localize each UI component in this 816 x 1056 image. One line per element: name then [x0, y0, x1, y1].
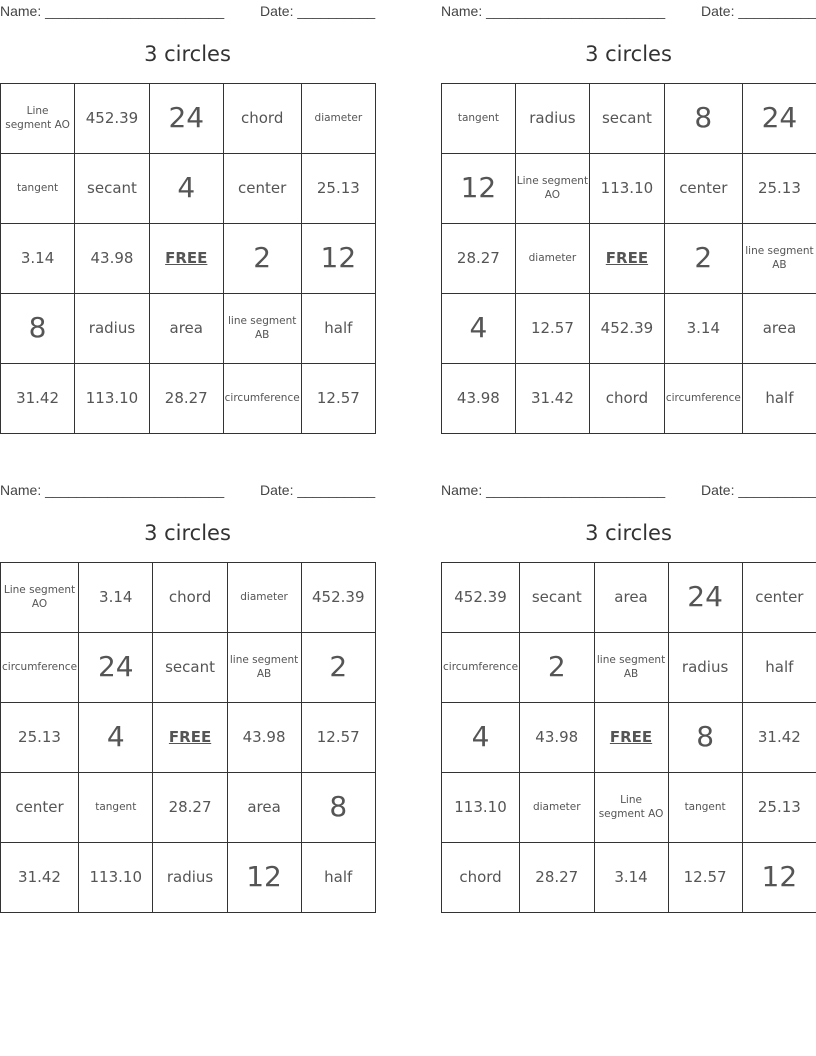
bingo-cell: 8 — [1, 294, 75, 364]
bingo-cell: line segment AB — [594, 633, 668, 703]
bingo-cell: 12 — [742, 843, 816, 913]
bingo-cell: line segment AB — [223, 294, 301, 364]
bingo-cell: 28.27 — [149, 364, 223, 434]
grid-row — [1, 563, 376, 633]
bingo-cell: circumference — [442, 633, 520, 703]
bingo-grid — [0, 562, 376, 913]
bingo-cell: radius — [515, 84, 589, 154]
bingo-cell: chord — [223, 84, 301, 154]
grid-row — [442, 364, 816, 434]
grid-row — [1, 633, 376, 703]
bingo-cell: 8 — [664, 84, 742, 154]
bingo-card-4 — [441, 479, 816, 919]
bingo-grid — [441, 562, 816, 913]
grid-row — [1, 703, 376, 773]
bingo-cell: 24 — [742, 84, 816, 154]
bingo-cell: center — [742, 563, 816, 633]
bingo-cell: 43.98 — [442, 364, 516, 434]
bingo-cell: 24 — [149, 84, 223, 154]
bingo-cell: 4 — [442, 703, 520, 773]
bingo-cell: 4 — [79, 703, 153, 773]
bingo-cell: center — [223, 154, 301, 224]
bingo-cell: circumference — [1, 633, 79, 703]
grid-row — [442, 224, 816, 294]
bingo-cell: 31.42 — [1, 364, 75, 434]
bingo-cell: 113.10 — [590, 154, 665, 224]
date-field: Date: __________ — [701, 482, 816, 498]
bingo-cell: 2 — [223, 224, 301, 294]
bingo-cell: 12.57 — [515, 294, 589, 364]
bingo-cell: area — [227, 773, 301, 843]
card-title: 3 circles — [585, 521, 672, 545]
bingo-cell: diameter — [520, 773, 594, 843]
date-field: Date: __________ — [260, 3, 376, 19]
bingo-cell: tangent — [442, 84, 516, 154]
bingo-cell: tangent — [1, 154, 75, 224]
bingo-cell: diameter — [515, 224, 589, 294]
bingo-cell: 43.98 — [520, 703, 594, 773]
bingo-grid — [0, 83, 376, 434]
name-field: Name: _______________________ — [0, 482, 225, 498]
bingo-cell: 113.10 — [75, 364, 150, 434]
bingo-cell: 12.57 — [301, 703, 376, 773]
bingo-card-1 — [0, 0, 376, 440]
bingo-cell: 12.57 — [668, 843, 742, 913]
date-field: Date: __________ — [260, 482, 376, 498]
bingo-cell: 8 — [668, 703, 742, 773]
bingo-cell: 24 — [79, 633, 153, 703]
free-space-cell: FREE — [153, 703, 227, 773]
bingo-cell: circumference — [223, 364, 301, 434]
bingo-cell: 4 — [149, 154, 223, 224]
bingo-cell: secant — [590, 84, 665, 154]
bingo-cell: 25.13 — [742, 773, 816, 843]
bingo-cell: diameter — [301, 84, 375, 154]
bingo-cell: 24 — [668, 563, 742, 633]
bingo-cell: 3.14 — [664, 294, 742, 364]
bingo-cell: 28.27 — [153, 773, 227, 843]
free-space-cell: FREE — [594, 703, 668, 773]
bingo-cell: center — [1, 773, 79, 843]
bingo-cell: 2 — [301, 633, 376, 703]
bingo-cell: half — [742, 364, 816, 434]
bingo-cell: diameter — [227, 563, 301, 633]
bingo-cell: chord — [153, 563, 227, 633]
card-title: 3 circles — [144, 42, 231, 66]
bingo-cell: Line segment AO — [1, 84, 75, 154]
grid-row — [442, 703, 816, 773]
bingo-cell: 25.13 — [742, 154, 816, 224]
bingo-cell: 113.10 — [442, 773, 520, 843]
grid-row — [1, 294, 376, 364]
free-space-cell: FREE — [590, 224, 665, 294]
grid-row — [442, 294, 816, 364]
bingo-cell: tangent — [79, 773, 153, 843]
bingo-cell: 25.13 — [1, 703, 79, 773]
bingo-cell: 28.27 — [520, 843, 594, 913]
bingo-cell: 31.42 — [515, 364, 589, 434]
bingo-cell: 28.27 — [442, 224, 516, 294]
bingo-cell: line segment AB — [227, 633, 301, 703]
bingo-cell: secant — [153, 633, 227, 703]
bingo-cell: 3.14 — [594, 843, 668, 913]
name-field: Name: _______________________ — [441, 482, 666, 498]
bingo-cell: radius — [75, 294, 150, 364]
bingo-cell: area — [742, 294, 816, 364]
grid-row — [442, 843, 816, 913]
bingo-cell: Line segment AO — [1, 563, 79, 633]
bingo-cell: area — [149, 294, 223, 364]
bingo-cell: 12.57 — [301, 364, 375, 434]
grid-row — [1, 154, 376, 224]
bingo-cell: 12 — [227, 843, 301, 913]
free-space-cell: FREE — [149, 224, 223, 294]
bingo-cell: secant — [75, 154, 150, 224]
bingo-cell: 3.14 — [1, 224, 75, 294]
bingo-cell: radius — [668, 633, 742, 703]
date-field: Date: __________ — [701, 3, 816, 19]
bingo-cell: 452.39 — [442, 563, 520, 633]
card-title: 3 circles — [144, 521, 231, 545]
bingo-card-2 — [441, 0, 816, 440]
bingo-cell: Line segment AO — [594, 773, 668, 843]
bingo-cell: 3.14 — [79, 563, 153, 633]
name-field: Name: _______________________ — [441, 3, 666, 19]
grid-row — [442, 633, 816, 703]
bingo-cell: 452.39 — [590, 294, 665, 364]
bingo-cell: area — [594, 563, 668, 633]
grid-row — [1, 843, 376, 913]
name-field: Name: _______________________ — [0, 3, 225, 19]
grid-row — [442, 773, 816, 843]
bingo-cell: Line segment AO — [515, 154, 589, 224]
bingo-grid — [441, 83, 816, 434]
bingo-cell: 43.98 — [227, 703, 301, 773]
bingo-cell: half — [742, 633, 816, 703]
bingo-cell: 2 — [520, 633, 594, 703]
bingo-cell: 452.39 — [75, 84, 150, 154]
grid-row — [442, 154, 816, 224]
bingo-cell: 4 — [442, 294, 516, 364]
grid-row — [1, 773, 376, 843]
bingo-cell: line segment AB — [742, 224, 816, 294]
card-title: 3 circles — [585, 42, 672, 66]
bingo-cell: 8 — [301, 773, 376, 843]
grid-row — [442, 84, 816, 154]
bingo-cell: 25.13 — [301, 154, 375, 224]
bingo-card-3 — [0, 479, 376, 919]
bingo-cell: 2 — [664, 224, 742, 294]
bingo-cell: radius — [153, 843, 227, 913]
bingo-cell: half — [301, 843, 376, 913]
bingo-cell: 12 — [442, 154, 516, 224]
bingo-cell: 452.39 — [301, 563, 376, 633]
grid-row — [1, 224, 376, 294]
grid-row — [442, 563, 816, 633]
bingo-cell: 12 — [301, 224, 375, 294]
bingo-cell: center — [664, 154, 742, 224]
bingo-cell: 31.42 — [1, 843, 79, 913]
bingo-cell: tangent — [668, 773, 742, 843]
bingo-cell: circumference — [664, 364, 742, 434]
grid-row — [1, 364, 376, 434]
bingo-cell: half — [301, 294, 375, 364]
bingo-cell: 43.98 — [75, 224, 150, 294]
bingo-cell: chord — [590, 364, 665, 434]
grid-row — [1, 84, 376, 154]
bingo-cell: 31.42 — [742, 703, 816, 773]
bingo-cell: chord — [442, 843, 520, 913]
bingo-cell: 113.10 — [79, 843, 153, 913]
bingo-cell: secant — [520, 563, 594, 633]
